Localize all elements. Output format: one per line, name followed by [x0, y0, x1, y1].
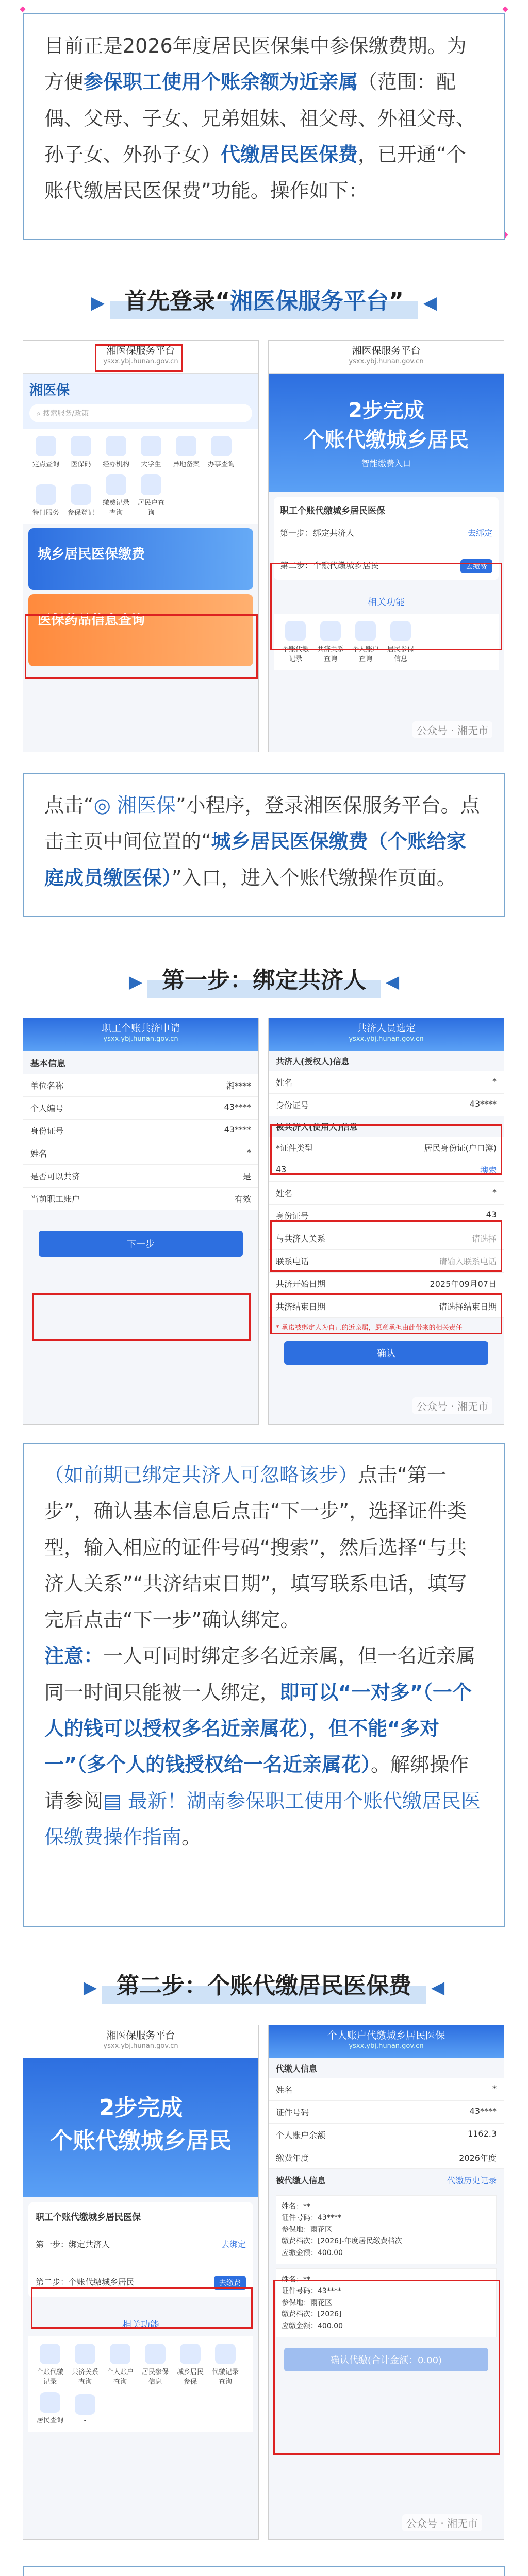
- tile-icon: [75, 2344, 95, 2364]
- field-label: 共济开始日期: [276, 1279, 326, 1289]
- card-line: 姓名：**: [282, 2202, 310, 2211]
- field-value: 43: [276, 1164, 287, 1174]
- doc-icon: ▤: [103, 1789, 128, 1812]
- guide-link[interactable]: [44, 1790, 481, 1849]
- section-title: 职工个账代缴城乡居民医保: [280, 506, 385, 516]
- tile-icon: [36, 484, 56, 505]
- highlight-box: [270, 563, 502, 650]
- service-tile[interactable]: [35, 2344, 65, 2386]
- field-label: 与共济人关系: [276, 1234, 326, 1244]
- screenshot-select-relative: 共济人员选定 ysxx.ybj.hunan.gov.cn 共济人(授权人)信息 姓名 * 身份证号 43**** 被共济人(使用人)信息 *证件类型 居民身份证(户口簿) 43 搜索 姓名 * 身份证号 43 与共济人关系 请选择 联系电话 请输入联系电话 共济开始日期 2025年09月07日 共济结束日期 请选择结束日期 * 承诺被绑定人为自己的近亲属，愿意承担由此带来的相关责任 确认: [268, 1018, 504, 1425]
- confirm-button[interactable]: 确认: [284, 1341, 488, 1365]
- card-line: 参保地：雨花区: [282, 2298, 332, 2307]
- app-url: ysxx.ybj.hunan.gov.cn: [103, 357, 178, 365]
- service-tile[interactable]: [65, 484, 96, 517]
- field-label: 姓名: [276, 1189, 293, 1198]
- pay-button[interactable]: 去缴费: [214, 2276, 246, 2290]
- note-label: 注意：: [44, 1645, 104, 1668]
- field-value: 湘****: [226, 1081, 251, 1091]
- field-value: 1162.3: [468, 2129, 497, 2139]
- card-line: 姓名：**: [282, 2275, 310, 2284]
- step1-row[interactable]: [280, 527, 492, 538]
- hero-title: 2步完成: [98, 2095, 183, 2121]
- section-header-login: [0, 278, 528, 319]
- triangle-left-icon: ◀: [423, 293, 437, 313]
- field-label: 个人账户余额: [276, 2130, 326, 2140]
- screenshot-home: [23, 340, 259, 752]
- app-title: 共济人员选定: [356, 1023, 416, 1034]
- step1-row[interactable]: [36, 2238, 246, 2250]
- app-url: ysxx.ybj.hunan.gov.cn: [103, 2042, 178, 2050]
- info-row: [23, 1074, 258, 1097]
- bind-button[interactable]: 去绑定: [221, 2240, 246, 2249]
- section-title: 代缴人信息: [276, 2064, 318, 2074]
- tile-icon: [106, 436, 126, 456]
- tile-icon: [211, 436, 232, 456]
- service-tile[interactable]: [136, 474, 167, 517]
- intro-card: [23, 13, 505, 240]
- mini-program-link[interactable]: [94, 794, 176, 817]
- tile-label: 共济关系查询: [71, 2368, 98, 2386]
- service-tile[interactable]: [171, 436, 202, 468]
- p2-text-3: ”入口，进入个账代缴操作页面。: [172, 866, 456, 889]
- search-button[interactable]: 搜索: [480, 1166, 497, 1176]
- warning-text: * 承诺被绑定人为自己的近亲属，愿意承担由此带来的相关责任: [276, 1324, 463, 1332]
- tile-icon: [145, 2344, 166, 2364]
- card-line: 应缴金额：400.00: [282, 2248, 343, 2257]
- field-label: 身份证号: [276, 1100, 309, 1110]
- pay-button[interactable]: 去缴费: [460, 559, 492, 573]
- tile-icon: [176, 436, 196, 456]
- app-url: ysxx.ybj.hunan.gov.cn: [349, 2042, 424, 2050]
- card-line: 缴费档次：[2026]: [282, 2310, 342, 2319]
- tile-label: 缴费记录查询: [102, 499, 129, 517]
- p3-text-3: 。解绑操作请参阅: [44, 1753, 469, 1812]
- search-placeholder: 搜索服务/政策: [43, 410, 89, 418]
- field-label: 联系电话: [276, 1257, 309, 1266]
- confirm-pay-button[interactable]: 确认代缴(合计金额：0.00): [284, 2348, 488, 2371]
- intro-highlight-2: 代缴居民医保费: [221, 143, 358, 166]
- card-line: 参保地：雨花区: [282, 2225, 332, 2234]
- hero-title: 2步完成: [348, 399, 424, 422]
- tile-icon: [71, 436, 91, 456]
- decor-dot: [502, 6, 508, 12]
- step1-label: 第一步：绑定共济人: [36, 2240, 110, 2249]
- hero-subtitle: 个账代缴城乡居民: [304, 428, 469, 452]
- mini-program-name: 湘医保: [117, 794, 176, 817]
- service-tile[interactable]: [101, 474, 131, 517]
- field-label: 身份证号: [276, 1211, 309, 1221]
- service-tile[interactable]: [65, 436, 96, 468]
- next-button[interactable]: 下一步: [39, 1231, 243, 1257]
- tile-label: 个账代缴记录: [282, 646, 309, 663]
- tile-label: 参保登记: [67, 509, 94, 517]
- card-line: 证件号码：43****: [282, 2287, 341, 2296]
- field-value: 是: [242, 1172, 251, 1181]
- login-instructions-card: [23, 773, 505, 917]
- service-tile[interactable]: [70, 2394, 101, 2425]
- service-tile[interactable]: [35, 2392, 65, 2425]
- field-label: 共济结束日期: [276, 1302, 326, 1312]
- service-tile[interactable]: [101, 436, 131, 468]
- app-url: ysxx.ybj.hunan.gov.cn: [349, 1035, 424, 1043]
- p2-text: 点击“: [44, 794, 94, 817]
- section-header-step1: [0, 957, 528, 998]
- pay-instructions-card: [23, 2566, 505, 2576]
- year-select[interactable]: [269, 2146, 504, 2169]
- tile-icon: [141, 474, 161, 495]
- card-line: 缴费档次：[2026]-年度居民缴费档次: [282, 2237, 402, 2246]
- intro-highlight: 参保职工使用个账余额为近亲属: [84, 71, 358, 94]
- watermark: 公众号 · 湘无市: [412, 721, 492, 738]
- tile-icon: [40, 2392, 60, 2413]
- app-title: 湘医保服务平台: [106, 345, 175, 357]
- screenshot-step-page: [268, 340, 504, 752]
- info-row: [23, 1142, 258, 1165]
- header-text: 第一步：绑定共济人: [147, 957, 381, 998]
- field-label: 缴费年度: [276, 2153, 309, 2163]
- highlight-box: [25, 614, 258, 679]
- tile-label: 定点查询: [32, 461, 59, 468]
- service-tile[interactable]: [206, 436, 237, 468]
- tile-label: 共济关系查询: [317, 646, 344, 663]
- app-title: 湘医保服务平台: [106, 2030, 175, 2041]
- tile-label: 医保码: [71, 461, 91, 468]
- field-value: 2026年度: [459, 2153, 497, 2163]
- field-label: 证件号码: [276, 2108, 309, 2117]
- app-url: ysxx.ybj.hunan.gov.cn: [349, 357, 424, 365]
- tile-label: 特门服务: [32, 509, 59, 517]
- search-icon: ⌕: [37, 410, 43, 418]
- tile-label: 大学生: [141, 461, 161, 468]
- field-value: 2025年09月07日: [430, 1279, 497, 1289]
- banner-label-2: 医保药品信息查询: [38, 613, 145, 628]
- screenshot-proxy-pay: 个人账户代缴城乡居民医保 ysxx.ybj.hunan.gov.cn 代缴人信息 姓名 * 证件号码 43**** 个人账户余额 1162.3 缴费年度 2026年度 被代缴人信息 代缴历史记录 姓名：** 证件号码：43**** 参保地：雨花区 缴费档次：[2026]-年度居民缴费档次 应缴金额：400.00 姓名：** 证件号码：43**** 参保地：雨花区 缴费档次：[2026] 应缴金额：400.00 确认代缴(合计金额：0.00): [268, 2025, 504, 2540]
- related-title: 相关功能: [368, 597, 405, 608]
- field-label: 是否可以共济: [30, 1172, 80, 1181]
- app-logo: 湘医保: [29, 383, 70, 398]
- section-title-2: 被共济人(使用人)信息: [276, 1122, 358, 1132]
- service-tile[interactable]: [70, 2344, 101, 2386]
- p3-text: 点击“第一步”，确认基本信息后点击“下一步”，选择证件类型，输入相应的证件号码“搜索”，然后选择“与共济人关系”“共济结束日期”，填写联系电话，填写完后点击“下一步”确认绑定。: [44, 1464, 467, 1632]
- field-value: 43****: [224, 1102, 251, 1112]
- service-grid: [23, 429, 258, 524]
- info-row: [23, 1188, 258, 1210]
- app-url: ysxx.ybj.hunan.gov.cn: [103, 1035, 178, 1043]
- decor-dot: [20, 6, 25, 12]
- tile-label: 居民参保信息: [387, 646, 414, 663]
- field-value: 请选择结束日期: [438, 1302, 497, 1312]
- highlight-box: [270, 1293, 502, 1334]
- highlight-box: [270, 1124, 502, 1175]
- service-tile[interactable]: [30, 436, 61, 468]
- tile-icon: [106, 474, 126, 495]
- tile-label: 代缴记录查询: [211, 2368, 239, 2386]
- related-grid: [28, 2336, 253, 2432]
- tile-icon: [40, 2344, 60, 2364]
- field-placeholder: 请输入联系电话: [438, 1257, 497, 1266]
- hero-tag: 智能缴费入口: [361, 459, 411, 468]
- p3-text-2: 一人可同时绑定多名近亲属，但一名近亲属同一时间只能被一人绑定，: [44, 1645, 476, 1704]
- triangle-right-icon: ▶: [91, 293, 105, 313]
- field-label: *证件类型: [276, 1143, 314, 1153]
- tile-label: 异地备案: [172, 461, 200, 468]
- app-title: 职工个账共济申请: [101, 1023, 180, 1034]
- tile-label: 居民户查询: [137, 499, 164, 517]
- header-highlight: 湘医保服务平台: [230, 288, 389, 314]
- screenshot-basic-info: [23, 1018, 259, 1425]
- card-line: 证件号码：43****: [282, 2214, 341, 2223]
- intro-text-3: ，已开通“个账代缴居民医保费”功能。操作如下：: [44, 143, 466, 202]
- card-line: 应缴金额：400.00: [282, 2321, 343, 2330]
- field-value: 43****: [224, 1125, 251, 1134]
- field-value: 请选择: [471, 1234, 497, 1244]
- section-title-2: 被代缴人信息: [276, 2176, 326, 2185]
- section-header-step2: [0, 1963, 528, 2004]
- tile-label: 居民参保信息: [141, 2368, 169, 2386]
- tile-label: 个账代缴记录: [36, 2368, 63, 2386]
- info-row: [23, 1097, 258, 1120]
- service-tile[interactable]: [105, 2344, 136, 2386]
- field-label: 当前职工账户: [30, 1194, 80, 1204]
- related-title: 相关功能: [122, 2320, 159, 2331]
- tile-icon: [110, 2344, 130, 2364]
- tile-icon: [180, 2344, 201, 2364]
- tile-icon: [36, 436, 56, 456]
- tile-icon: [215, 2344, 236, 2364]
- app-title: 湘医保服务平台: [352, 345, 421, 357]
- info-row: [23, 1120, 258, 1142]
- watermark: 公众号 · 湘无市: [402, 2514, 482, 2531]
- intro-range-text: （范围：配偶、父母、子女、兄弟姐妹、祖父母、外祖父母、孙子女、外孙子女）: [44, 71, 476, 166]
- app-icon: ◎: [93, 794, 117, 817]
- triangle-left-icon: ◀: [386, 972, 400, 992]
- watermark: 公众号 · 湘无市: [412, 1397, 492, 1414]
- step2-label: 第二步：个账代缴城乡居民: [280, 561, 380, 570]
- service-tile[interactable]: [136, 436, 167, 468]
- p3-text-4: 。: [182, 1825, 202, 1849]
- field-label: 姓名: [30, 1149, 47, 1159]
- service-tile[interactable]: [140, 2344, 171, 2386]
- field-label: 单位名称: [30, 1081, 64, 1091]
- service-tile[interactable]: [30, 484, 61, 517]
- intro-text: 目前正是2026年度居民医保集中参保缴费期。为方便: [44, 35, 467, 94]
- triangle-right-icon: ▶: [83, 1977, 97, 1998]
- p3-highlight: 即可以“一对多”（一个人的钱可以授权多名近亲属花），但不能“多对一”（多个人的钱授权给一名近亲属花）: [44, 1681, 472, 1776]
- history-link[interactable]: 代缴历史记录: [447, 2176, 497, 2185]
- hero-subtitle: 个账代缴城乡居民: [50, 2128, 232, 2154]
- field-label: 个人编号: [30, 1104, 64, 1113]
- optional-note: （如前期已绑定共济人可忽略该步）: [44, 1464, 358, 1486]
- section-title: 职工个账代缴城乡居民医保: [36, 2212, 141, 2223]
- step2-label: 第二步：个账代缴城乡居民: [36, 2277, 135, 2287]
- tile-icon: [75, 2394, 95, 2415]
- highlight-box: [32, 1293, 251, 1341]
- field-value: 43: [486, 1210, 497, 1219]
- bind-button[interactable]: 去绑定: [467, 528, 492, 538]
- tile-label: 个人账户查询: [352, 646, 379, 663]
- field-label: 身份证号: [30, 1126, 64, 1136]
- payee-card[interactable]: [276, 2195, 497, 2264]
- tile-label: 办事查询: [207, 461, 235, 468]
- section-title: 共济人(授权人)信息: [276, 1057, 350, 1066]
- header-text-end: ”: [389, 288, 404, 314]
- tile-label: 个人账户查询: [106, 2368, 134, 2386]
- field-value: 有效: [234, 1194, 251, 1204]
- search-input[interactable]: [29, 404, 252, 422]
- banner-resident-insurance[interactable]: [28, 528, 253, 590]
- tile-label: 城乡居民参保: [176, 2368, 204, 2386]
- highlight-box: [95, 344, 183, 372]
- tile-label: 居民查询: [36, 2417, 63, 2425]
- tile-icon: [71, 484, 91, 505]
- field-label: 姓名: [276, 2085, 293, 2095]
- p2-highlight: 城乡居民医保缴费（个账给家庭成员缴医保）: [44, 830, 466, 889]
- app-title: 个人账户代缴城乡居民医保: [327, 2030, 445, 2041]
- highlight-box: [273, 2280, 500, 2455]
- tile-label: 经办机构: [102, 461, 129, 468]
- bind-instructions-card: [23, 1443, 505, 1927]
- highlight-box: [31, 2287, 253, 2329]
- service-tile[interactable]: [210, 2344, 241, 2386]
- field-label: 姓名: [276, 1078, 293, 1088]
- field-value: 居民身份证(户口簿): [424, 1143, 497, 1153]
- header-text: 第二步：个账代缴居民医保费: [102, 1963, 426, 2004]
- guide-link-text: 最新！湖南参保职工使用个账代缴居民医保缴费操作指南: [44, 1789, 481, 1849]
- screenshot-step2-entry: [23, 2025, 259, 2540]
- tile-icon: [141, 436, 161, 456]
- service-tile[interactable]: [175, 2344, 206, 2386]
- highlight-box: [270, 1220, 502, 1272]
- banner-label: 城乡居民医保缴费: [38, 547, 145, 562]
- tile-label: -: [84, 2417, 87, 2425]
- header-text: 首先登录“: [124, 288, 230, 314]
- info-row: [23, 1165, 258, 1188]
- section-title: 基本信息: [30, 1059, 65, 1069]
- p2-text-2: ”小程序，登录湘医保服务平台。点击主页中间位置的“: [44, 794, 480, 853]
- step1-label: 第一步：绑定共济人: [280, 528, 355, 538]
- field-value: *: [247, 1147, 251, 1157]
- triangle-right-icon: ▶: [128, 972, 142, 992]
- triangle-left-icon: ◀: [431, 1977, 445, 1998]
